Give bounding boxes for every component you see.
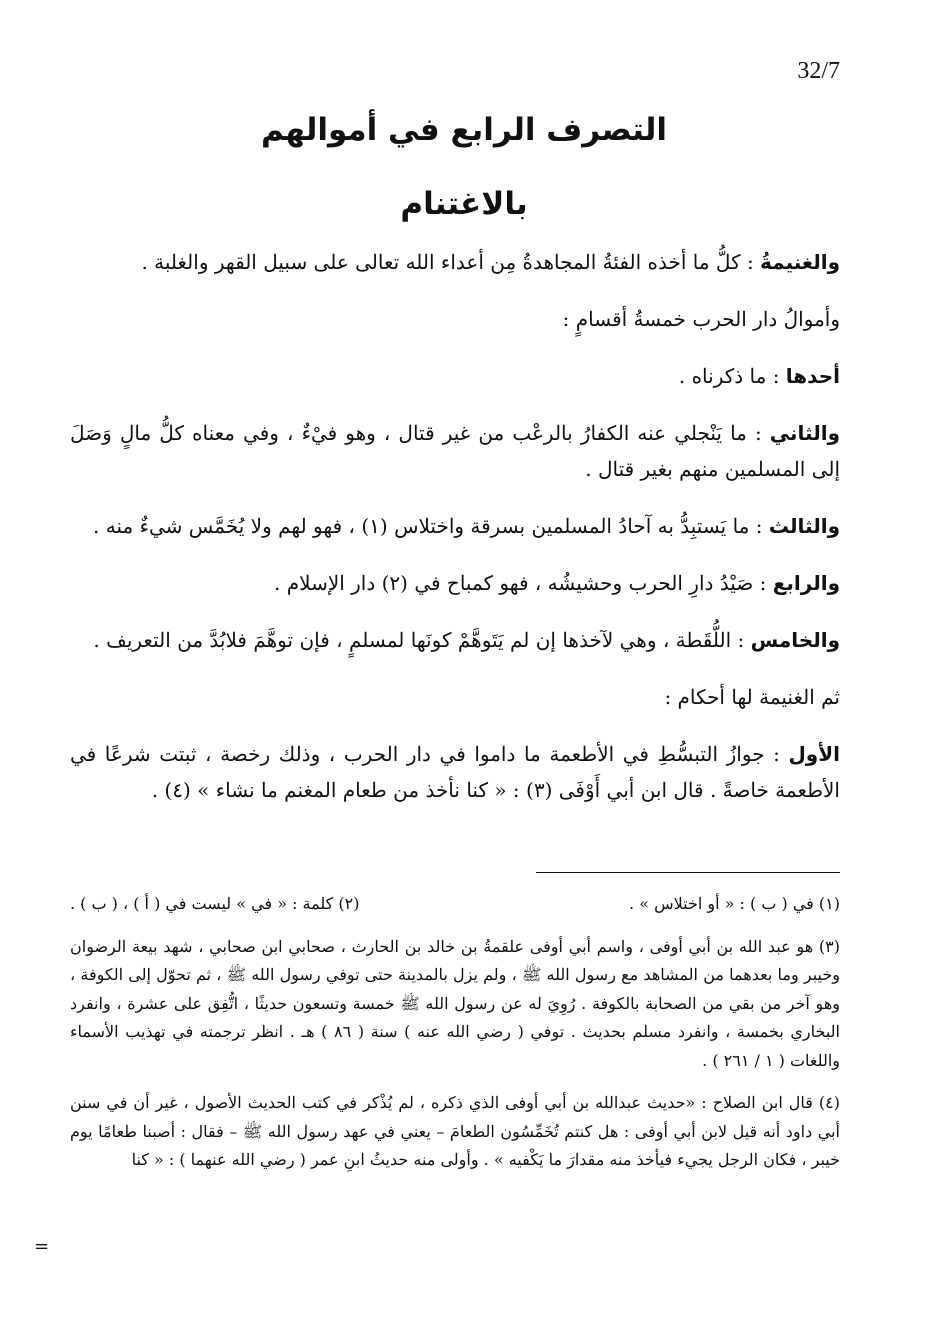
lead-term: والخامس [750,628,840,652]
chapter-title: التصرف الرابع في أموالهم [260,112,668,148]
paragraph-first: أحدها : ما ذكرناه . [678,364,840,388]
chapter-subtitle: بالاغتنام [400,186,528,222]
lead-term: والرابع [772,571,840,595]
footnote-row [70,890,840,919]
footnote-2: (٢) كلمة : « في » ليست في ( أ ) ، ( ب ) . [70,894,360,913]
footnote-4: (٤) قال ابن الصلاح : «حديث عبدالله بن أبي أوفى الذي ذكره ، لم يُذْكر في كتب الحديث الأصول ، غير أن في سنن أبي داود أنه قيل لابن أبي أوفى : هل كنتم تُخَمِّسُون الطعامَ – يعني في عهد رسول الله ﷺ – فقال : أصبنا طعامًا يوم خيبر ، فكان الرجل يجيء فيأخذ منه مقدارَ ما يَكْفيه » . وأولى منه حديثُ ابنِ عمر ( رضي الله عنهما ) : « كنا [70,1093,840,1169]
paragraph-first-ruling: الأول : جوازُ التبسُّطِ في الأطعمة ما داموا في دار الحرب ، وذلك رخصة ، ثبتت شرعًا في الأطعمة خاصةً . قال ابن أبي أَوْفَى (٣) : « كنا نأخذ من طعام المغنم ما نشاء » (٤) . [70,742,840,802]
paragraph-second: والثاني : ما يَنْجلي عنه الكفارُ بالرعْب من غير قتال ، وهو فيْءٌ ، وفي معناه كلُّ مالٍ وَصَلَ إلى المسلمين منهم بغير قتال . [70,421,840,481]
paragraph-categories: وأموالُ دار الحرب خمسةُ أقسامٍ : [562,307,840,331]
paragraph-third: والثالث : ما يَستبِدُّ به آحادُ المسلمين بسرقة واختلاس (١) ، فهو لهم ولا يُخَمَّس شيءٌ منه . [93,514,840,538]
lead-term: والثاني [769,421,840,445]
main-text [70,244,840,829]
lead-term: والغنيمةُ [760,250,840,274]
paragraph-rulings: ثم الغنيمة لها أحكام : [664,685,840,709]
lead-term: الأول [788,742,840,766]
paragraph-fifth: والخامس : اللُّقَطة ، وهي لآخذها إن لم يَتَوهَّمْ كونَها لمسلمٍ ، فإن توهَّمَ فلابُدَّ من التعريف . [93,628,840,652]
paragraph-definition: والغنيمةُ : كلُّ ما أخذه الفئةُ المجاهدةُ مِن أعداء الله تعالى على سبيل القهر والغلبة . [141,250,840,274]
lead-term: والثالث [768,514,840,538]
footnote-separator [536,872,840,873]
footnotes [70,890,840,1189]
paragraph-fourth: والرابع : صَيْدُ دارِ الحرب وحشيشُه ، فهو كمباح في (٢) دار الإسلام . [274,571,840,595]
page-number: 32/7 [797,58,840,84]
lead-term: أحدها [785,364,840,388]
continuation-mark: = [34,1236,50,1257]
footnote-3: (٣) هو عبد الله بن أبي أوفى ، واسم أبي أوفى علقمةُ بن خالد بن الحارث ، صحابي ابن صحابي ، شهد بيعة الرضوان وخيبر وما بعدهما من المشاهد مع رسول الله ﷺ ، ولم يزل بالمدينة حتى توفي رسول الله ﷺ ، ثم تحوّل إلى الكوفة ، وهو آخر من بقي من الصحابة بالكوفة . رُوِيَ له عن رسول الله ﷺ خمسة وتسعون حديثًا ، اتُّفِق على عشرة ، وانفرد البخاري بخمسة ، وانفرد مسلم بحديث . توفي ( رضي الله عنه ) سنة ( ٨٦ ) هـ . انظر ترجمته في تهذيب الأسماء واللغات ( ١ / ٢٦١ ) . [70,936,841,1070]
footnote-1: (١) في ( ب ) : « أو اختلاس » . [629,894,840,913]
